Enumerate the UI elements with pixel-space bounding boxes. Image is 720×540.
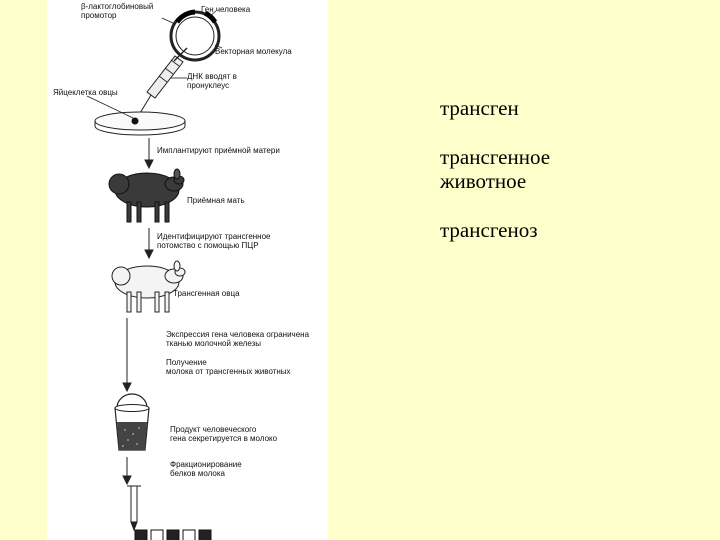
label-milk: Получение молока от трансгенных животных: [166, 358, 291, 376]
collection-tubes-icon: [135, 530, 211, 540]
label-implant: Имплантируют приёмной матери: [157, 146, 280, 155]
petri-dish-icon: [87, 96, 185, 135]
pipette-icon: [127, 486, 141, 530]
label-product: Продукт человеческого гена секретируется в молоко: [170, 425, 278, 443]
transgenic-sheep-icon: [112, 261, 185, 312]
label-foster-mother: Приёмная мать: [187, 196, 245, 205]
label-fractionation: Фракционирование белков молока: [170, 460, 242, 478]
syringe-icon: [137, 48, 187, 118]
plasmid-vector-icon: [162, 10, 222, 60]
diagram-panel: [47, 0, 328, 540]
label-expression: Экспрессия гена человека ограничена тканью молочной железы: [166, 330, 310, 348]
label-transgenic-sheep: Трансгенная овца: [173, 289, 240, 298]
label-identify: Идентифицируют трансгенное потомство с помощью ПЦР: [157, 232, 271, 250]
label-promoter: β-лактоглобиновый промотор: [81, 2, 154, 20]
label-dna-injected: ДНК вводят в пронуклеус: [187, 72, 237, 90]
foster-mother-sheep-icon: [109, 169, 184, 222]
label-human-gene: Ген человека: [201, 5, 251, 14]
term-transgene: трансген: [440, 96, 519, 120]
term-transgenosis: трансгеноз: [440, 218, 538, 242]
term-transgenic-animal: трансгенное животное: [440, 145, 551, 193]
milk-bucket-icon: [115, 394, 149, 450]
label-vector: Векторная молекула: [215, 47, 292, 56]
label-sheep-egg: Яйцеклетка овцы: [53, 88, 118, 97]
